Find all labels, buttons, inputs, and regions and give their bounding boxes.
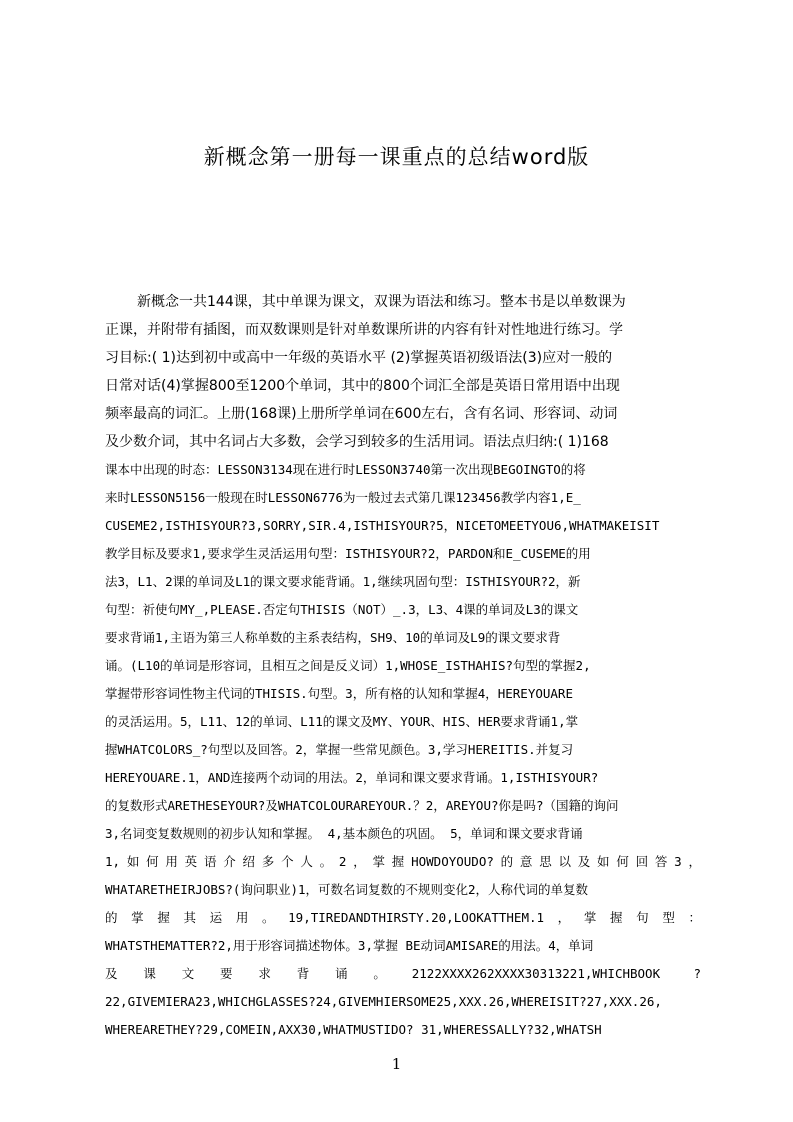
- body-line: WHATSTHEMATTER?2,用于形容词描述物体。3,掌握 BE动词AMISARE的用法。4，单词: [105, 938, 594, 953]
- body-line: 掌握带形容词性物主代词的THISIS.句型。3，所有格的认知和掌握4，HEREYOUARE: [105, 686, 573, 701]
- body-line: 及课文要求背诵。2122XXXX262XXXX30313221,WHICHBOOK ?: [105, 966, 701, 981]
- body-line: CUSEME2,ISTHISYOUR?3,SORRY,SIR.4,ISTHISYOUR?5，NICETOMEETYOU6,WHATMAKEISIT: [105, 518, 660, 533]
- body-line: WHEREARETHEY?29,COMEIN,AXX30,WHATMUSTIDO? 31,WHERESSALLY?32,WHATSH: [105, 1022, 602, 1037]
- body-line: 正课，并附带有插图，而双数课则是针对单数课所讲的内容有针对性地进行练习。学: [105, 322, 623, 338]
- document-title: 新概念第一册每一课重点的总结word版: [203, 145, 590, 169]
- body-line: 来时LESSON5156一般现在时LESSON6776为一般过去式第几课123456教学内容1,E_: [105, 490, 581, 505]
- body-line: 课本中出现的时态：LESSON3134现在进行时LESSON3740第一次出现BEGOINGTO的将: [105, 462, 586, 477]
- body-line: HEREYOUARE.1，AND连接两个动词的用法。2，单词和课文要求背诵。1,ISTHISYOUR?: [105, 770, 599, 785]
- body-line: 握WHATCOLORS_?句型以及回答。2，掌握一些常见颜色。3,学习HEREITIS.并复习: [105, 742, 574, 757]
- body-line: 的复数形式ARETHESEYOUR?及WHATCOLOURAREYOUR.？2，AREYOU?你是吗?（国籍的询问: [105, 798, 619, 813]
- body-line: 及少数介词，其中名词占大多数，会学习到较多的生活用词。语法点归纳:( 1)168: [105, 434, 609, 450]
- body-line: 1,如何用英语介绍多个人。2，掌握HOWDOYOUDO?的意思以及如何回答3，: [105, 854, 701, 869]
- body-line: 22,GIVEMIERA23,WHICHGLASSES?24,GIVEMHIERSOME25,XXX.26,WHEREISIT?27,XXX.26,: [105, 994, 662, 1009]
- body-line: 法3，L1、2课的单词及L1的课文要求能背诵。1,继续巩固句型：ISTHISYOUR?2，新: [105, 574, 581, 589]
- document-body: [105, 288, 701, 1044]
- body-line: 诵。(L10的单词是形容词，且相互之间是反义词）1,WHOSE_ISTHAHIS?句型的掌握2,: [105, 658, 591, 673]
- body-line: 教学目标及要求1,要求学生灵活运用句型：ISTHISYOUR?2，PARDON和E_CUSEME的用: [105, 546, 591, 561]
- body-line: 的掌握其运用。19,TIREDANDTHIRSTY.20,LOOKATTHEM.1，掌握句型：: [105, 910, 701, 925]
- body-line: 句型：祈使句MY_,PLEASE.否定句THISIS（NOT）_.3，L3、4课的单词及L3的课文: [105, 602, 579, 617]
- body-line: 频率最高的词汇。上册(168课)上册所学单词在600左右，含有名词、形容词、动词: [105, 406, 618, 422]
- body-line: 新概念一共144课，其中单课为课文，双课为语法和练习。整本书是以单数课为: [137, 294, 626, 310]
- page-number: 1: [391, 1055, 402, 1073]
- body-line: WHATARETHEIRJOBS?(询问职业)1，可数名词复数的不规则变化2，人称代词的单复数: [105, 882, 589, 897]
- body-line: 要求背诵1,主语为第三人称单数的主系表结构，SH9、10的单词及L9的课文要求背: [105, 630, 561, 645]
- body-line: 日常对话(4)掌握800至1200个单词，其中的800个词汇全部是英语日常用语中出现: [105, 378, 620, 394]
- body-line: 习目标:( 1)达到初中或高中一年级的英语水平 (2)掌握英语初级语法(3)应对一般的: [105, 350, 613, 366]
- body-line: 3,名词变复数规则的初步认知和掌握。 4,基本颜色的巩固。 5，单词和课文要求背诵: [105, 826, 583, 841]
- body-line: 的灵活运用。5，L11、12的单词、L11的课文及MY、YOUR、HIS、HER要求背诵1,掌: [105, 714, 579, 729]
